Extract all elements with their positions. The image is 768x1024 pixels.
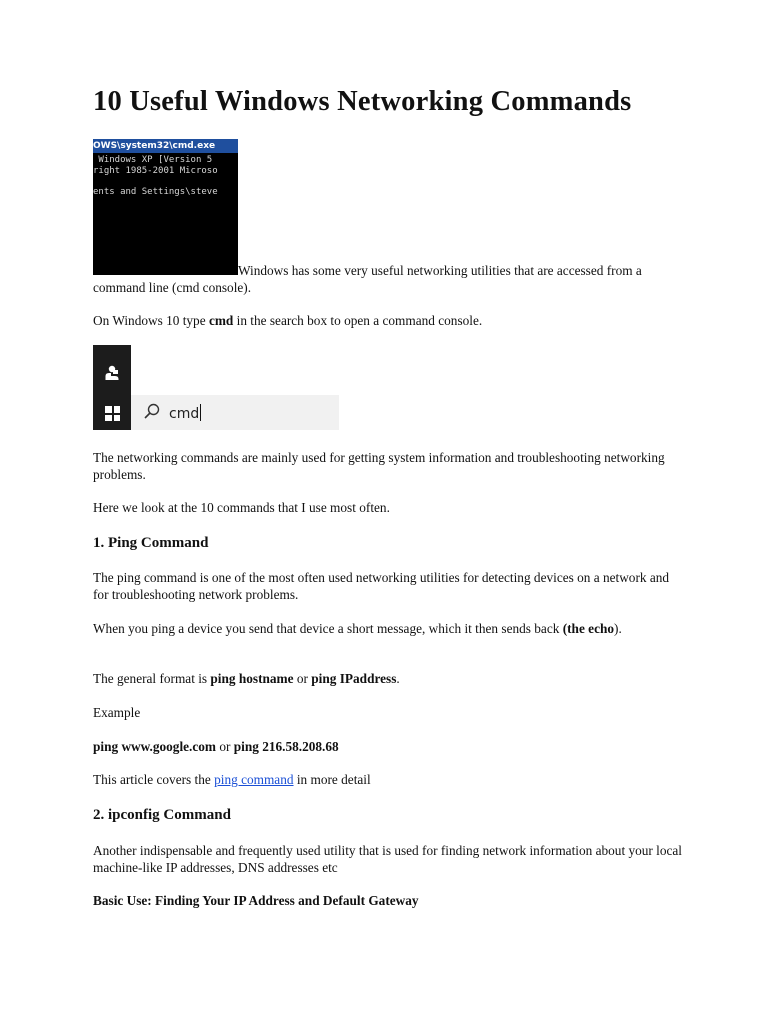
section2-heading: 2. ipconfig Command [93,807,231,823]
win10-text: On Windows 10 type [93,313,209,328]
page-title: 10 Useful Windows Networking Commands [93,86,632,117]
echo-bold: (the echo [562,621,615,636]
windows-logo-icon[interactable] [93,399,131,427]
win10-text-end: in the search box to open a command console. [233,313,483,328]
search-icon [143,402,161,424]
ipconfig-paragraph: Another indispensable and frequently used utility that is used for finding network information about your local machine-like IP addresses, DNS addresses etc [93,843,682,875]
ping-example [93,738,683,755]
example-or: or [216,739,234,754]
intro-paragraph [93,262,683,296]
ping-format-paragraph [93,670,683,687]
echo-text-end: ). [614,621,622,636]
article-text: This article covers the [93,772,215,787]
cmd-output [93,153,238,197]
format-hostname: ping hostname [210,671,294,686]
win10-paragraph [93,312,683,329]
here-paragraph: Here we look at the 10 commands that I use most often. [93,500,390,515]
cmd-window-screenshot [93,139,238,275]
format-or: or [293,671,312,686]
ping-command-link[interactable]: ping command [214,772,294,787]
format-text: The general format is [93,671,211,686]
windows-logo-shape [105,406,120,421]
search-input[interactable] [131,395,339,430]
networking-paragraph: The networking commands are mainly used for getting system information and troubleshooting networking problems. [93,450,665,482]
cmd-line: Windows XP [Version 5 [93,155,213,165]
intro-text: Windows has some very useful networking utilities that are accessed from a command line (cmd console). [93,263,642,295]
cmd-line: right 1985-2001 Microso [93,165,218,176]
ipconfig-subheading-text: Basic Use: Finding Your IP Address and Default Gateway [93,893,419,908]
echo-text: When you ping a device you send that device a short message, which it then sends back [93,621,563,636]
example-label: Example [93,705,141,720]
ipconfig-subheading [93,892,683,909]
format-period: . [396,671,400,686]
example-hostname: ping www.google.com [93,739,216,754]
cmd-line: ents and Settings\steve [93,186,218,197]
format-ipaddress: ping IPaddress [311,671,397,686]
cmd-line [93,176,238,187]
ping-intro-paragraph: The ping command is one of the most often used networking utilities for detecting devices on a network and for troubleshooting network problems. [93,570,670,602]
taskbar-screenshot [93,345,131,430]
search-text: cmd [169,406,200,422]
section1-heading: 1. Ping Command [93,535,209,551]
search-value [169,404,201,422]
ping-echo-paragraph [93,620,683,637]
person-icon [93,359,131,387]
example-ip: ping 216.58.208.68 [233,739,339,754]
article-text-end: in more detail [293,772,371,787]
article-paragraph [93,771,683,788]
win10-cmd: cmd [208,313,234,328]
cmd-title-bar: OWS\system32\cmd.exe [93,139,238,153]
text-caret [200,404,201,421]
